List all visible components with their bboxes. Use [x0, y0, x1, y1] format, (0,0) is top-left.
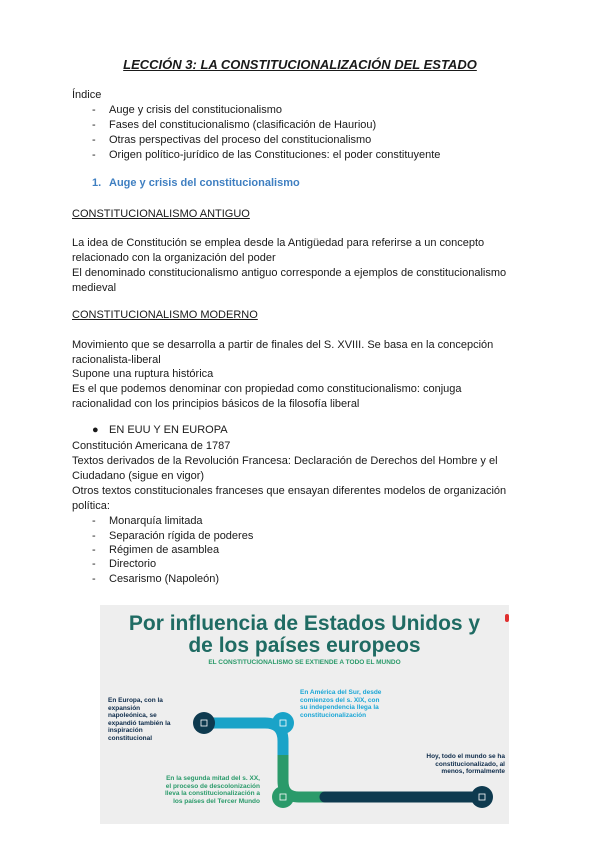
decorative-mark: [505, 614, 509, 622]
antiguo-line: medieval: [72, 282, 117, 294]
antiguo-line: El denominado constitucionalismo antiguo corresponde a ejemplos de constitucionalismo: [72, 267, 507, 279]
note-segunda-mitad: En la segunda mitad del s. XX, el proceso de descolonización lleva la constitucionalización a los países del Tercer Mundo: [164, 775, 260, 805]
moderno-line: racionalista-liberal: [72, 354, 161, 366]
antiguo-heading: CONSTITUCIONALISMO ANTIGUO: [72, 208, 250, 220]
note-europa: En Europa, con la expansión napoleónica, se expandió también la inspiración constitucional: [108, 697, 171, 742]
eeuu-line: Constitución Americana de 1787: [72, 440, 231, 452]
infographic-title: de los países europeos: [188, 634, 421, 657]
eeuu-line: política:: [72, 500, 110, 512]
note-america: En América del Sur, desde comienzos del s. XIX, con su independencia llega la constitucionalización: [300, 689, 382, 719]
timeline-segment: [215, 723, 283, 755]
infographic: [100, 605, 509, 824]
infographic-subtitle: EL CONSTITUCIONALISMO SE EXTIENDE A TODO EL MUNDO: [208, 659, 401, 666]
eeuu-line: Ciudadano (sigue en vigor): [72, 470, 205, 482]
note-hoy: Hoy, todo el mundo se ha constitucionalizado, al menos, formalmente: [426, 753, 505, 775]
moderno-heading: CONSTITUCIONALISMO MODERNO: [72, 309, 258, 321]
timeline-node: [272, 786, 294, 808]
moderno-line: Es el que podemos denominar con propiedad como constitucionalismo: conjuga: [72, 383, 462, 395]
moderno-line: racionalidad con los principios básicos de la filosofía liberal: [72, 398, 360, 410]
timeline-node: [193, 712, 215, 734]
antiguo-line: La idea de Constitución se emplea desde la Antigüedad para referirse a un concepto: [72, 237, 485, 249]
infographic-title: Por influencia de Estados Unidos y: [128, 612, 481, 635]
eeuu-line: Otros textos constitucionales franceses que ensayan diferentes modelos de organización: [72, 485, 507, 497]
eeuu-line: Textos derivados de la Revolución Francesa: Declaración de Derechos del Hombre y el: [72, 455, 498, 467]
moderno-line: Movimiento que se desarrolla a partir de finales del S. XVIII. Se basa en la concepción: [72, 339, 494, 351]
page-title: LECCIÓN 3: LA CONSTITUCIONALIZACIÓN DEL ESTADO: [123, 57, 477, 72]
antiguo-line: relacionado con la organización del poder: [72, 252, 276, 264]
moderno-line: Supone una ruptura histórica: [72, 368, 214, 380]
timeline-node: [272, 712, 294, 734]
index-heading: Índice: [72, 89, 102, 101]
section-heading: 1. Auge y crisis del constitucionalismo: [92, 177, 300, 189]
timeline-node: [471, 786, 493, 808]
